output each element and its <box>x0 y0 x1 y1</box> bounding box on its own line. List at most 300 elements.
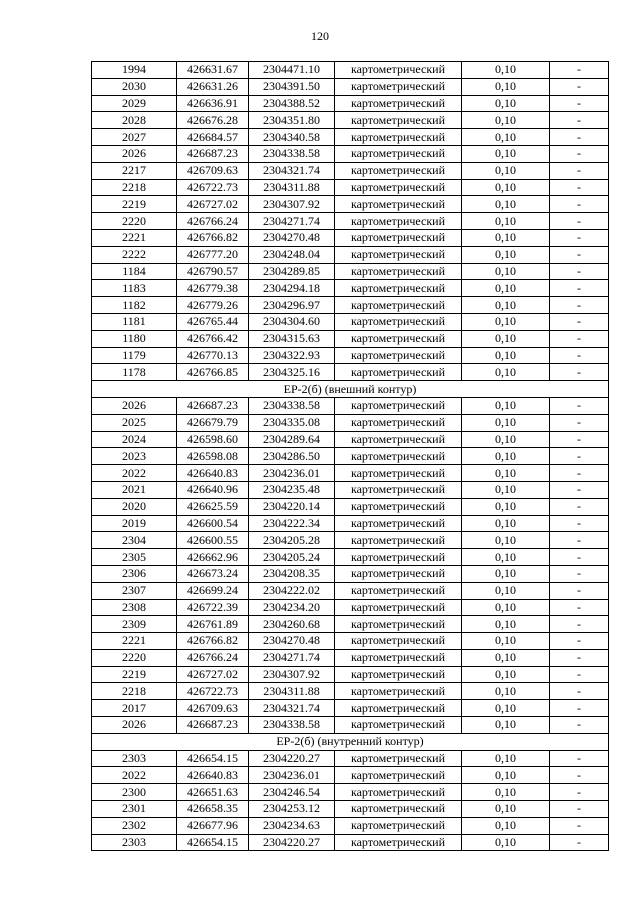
method-cell: картометрический <box>335 364 462 381</box>
accuracy-cell: 0,10 <box>462 834 550 851</box>
accuracy-cell: 0,10 <box>462 633 550 650</box>
y-coordinate-cell: 2304315.63 <box>249 330 335 347</box>
accuracy-cell: 0,10 <box>462 481 550 498</box>
method-cell: картометрический <box>335 633 462 650</box>
table-row <box>92 700 609 717</box>
table-row <box>92 62 609 79</box>
x-coordinate-cell: 426766.24 <box>177 213 249 230</box>
method-cell: картометрический <box>335 549 462 566</box>
point-number-cell: 1181 <box>92 313 177 330</box>
table-row <box>92 263 609 280</box>
y-coordinate-cell: 2304234.63 <box>249 817 335 834</box>
y-coordinate-cell: 2304294.18 <box>249 280 335 297</box>
x-coordinate-cell: 426598.60 <box>177 431 249 448</box>
y-coordinate-cell: 2304325.16 <box>249 364 335 381</box>
y-coordinate-cell: 2304222.34 <box>249 515 335 532</box>
x-coordinate-cell: 426766.82 <box>177 229 249 246</box>
x-coordinate-cell: 426658.35 <box>177 801 249 818</box>
table-row <box>92 683 609 700</box>
y-coordinate-cell: 2304271.74 <box>249 649 335 666</box>
accuracy-cell: 0,10 <box>462 414 550 431</box>
table-row <box>92 213 609 230</box>
table-row <box>92 633 609 650</box>
y-coordinate-cell: 2304289.85 <box>249 263 335 280</box>
x-coordinate-cell: 426766.24 <box>177 649 249 666</box>
y-coordinate-cell: 2304260.68 <box>249 616 335 633</box>
note-cell: - <box>550 616 609 633</box>
method-cell: картометрический <box>335 397 462 414</box>
x-coordinate-cell: 426722.73 <box>177 683 249 700</box>
table-row <box>92 599 609 616</box>
note-cell: - <box>550 431 609 448</box>
y-coordinate-cell: 2304236.01 <box>249 767 335 784</box>
method-cell: картометрический <box>335 767 462 784</box>
note-cell: - <box>550 162 609 179</box>
table-row <box>92 649 609 666</box>
method-cell: картометрический <box>335 465 462 482</box>
x-coordinate-cell: 426766.85 <box>177 364 249 381</box>
point-number-cell: 2022 <box>92 767 177 784</box>
y-coordinate-cell: 2304286.50 <box>249 448 335 465</box>
method-cell: картометрический <box>335 649 462 666</box>
y-coordinate-cell: 2304307.92 <box>249 666 335 683</box>
note-cell: - <box>550 834 609 851</box>
x-coordinate-cell: 426770.13 <box>177 347 249 364</box>
y-coordinate-cell: 2304220.27 <box>249 750 335 767</box>
note-cell: - <box>550 179 609 196</box>
y-coordinate-cell: 2304289.64 <box>249 431 335 448</box>
x-coordinate-cell: 426766.42 <box>177 330 249 347</box>
point-number-cell: 2305 <box>92 549 177 566</box>
note-cell: - <box>550 145 609 162</box>
y-coordinate-cell: 2304321.74 <box>249 700 335 717</box>
point-number-cell: 2308 <box>92 599 177 616</box>
note-cell: - <box>550 196 609 213</box>
method-cell: картометрический <box>335 246 462 263</box>
y-coordinate-cell: 2304471.10 <box>249 62 335 79</box>
x-coordinate-cell: 426761.89 <box>177 616 249 633</box>
x-coordinate-cell: 426790.57 <box>177 263 249 280</box>
section-title: ЕР-2(б) (внутренний контур) <box>92 733 609 750</box>
y-coordinate-cell: 2304351.80 <box>249 112 335 129</box>
accuracy-cell: 0,10 <box>462 78 550 95</box>
method-cell: картометрический <box>335 801 462 818</box>
accuracy-cell: 0,10 <box>462 717 550 734</box>
accuracy-cell: 0,10 <box>462 700 550 717</box>
point-number-cell: 2218 <box>92 683 177 700</box>
note-cell: - <box>550 633 609 650</box>
note-cell: - <box>550 364 609 381</box>
method-cell: картометрический <box>335 179 462 196</box>
accuracy-cell: 0,10 <box>462 145 550 162</box>
point-number-cell: 2303 <box>92 750 177 767</box>
point-number-cell: 2021 <box>92 481 177 498</box>
note-cell: - <box>550 246 609 263</box>
note-cell: - <box>550 330 609 347</box>
point-number-cell: 2022 <box>92 465 177 482</box>
y-coordinate-cell: 2304253.12 <box>249 801 335 818</box>
note-cell: - <box>550 817 609 834</box>
x-coordinate-cell: 426766.82 <box>177 633 249 650</box>
point-number-cell: 2300 <box>92 784 177 801</box>
x-coordinate-cell: 426687.23 <box>177 145 249 162</box>
note-cell: - <box>550 515 609 532</box>
point-number-cell: 2303 <box>92 834 177 851</box>
table-row <box>92 666 609 683</box>
table-row <box>92 515 609 532</box>
accuracy-cell: 0,10 <box>462 229 550 246</box>
x-coordinate-cell: 426709.63 <box>177 700 249 717</box>
accuracy-cell: 0,10 <box>462 498 550 515</box>
note-cell: - <box>550 129 609 146</box>
accuracy-cell: 0,10 <box>462 767 550 784</box>
accuracy-cell: 0,10 <box>462 330 550 347</box>
method-cell: картометрический <box>335 683 462 700</box>
y-coordinate-cell: 2304338.58 <box>249 397 335 414</box>
section-title: ЕР-2(б) (внешний контур) <box>92 381 609 398</box>
x-coordinate-cell: 426654.15 <box>177 834 249 851</box>
table-row <box>92 801 609 818</box>
x-coordinate-cell: 426676.28 <box>177 112 249 129</box>
method-cell: картометрический <box>335 280 462 297</box>
table-row <box>92 834 609 851</box>
point-number-cell: 2027 <box>92 129 177 146</box>
point-number-cell: 2029 <box>92 95 177 112</box>
y-coordinate-cell: 2304205.24 <box>249 549 335 566</box>
accuracy-cell: 0,10 <box>462 649 550 666</box>
method-cell: картометрический <box>335 582 462 599</box>
accuracy-cell: 0,10 <box>462 683 550 700</box>
table-row <box>92 364 609 381</box>
table-row <box>92 616 609 633</box>
method-cell: картометрический <box>335 532 462 549</box>
x-coordinate-cell: 426640.83 <box>177 465 249 482</box>
note-cell: - <box>550 549 609 566</box>
note-cell: - <box>550 313 609 330</box>
method-cell: картометрический <box>335 347 462 364</box>
accuracy-cell: 0,10 <box>462 196 550 213</box>
method-cell: картометрический <box>335 112 462 129</box>
point-number-cell: 1182 <box>92 297 177 314</box>
accuracy-cell: 0,10 <box>462 465 550 482</box>
note-cell: - <box>550 448 609 465</box>
table-row <box>92 280 609 297</box>
page-number: 120 <box>311 29 329 43</box>
table-row <box>92 565 609 582</box>
note-cell: - <box>550 498 609 515</box>
y-coordinate-cell: 2304208.35 <box>249 565 335 582</box>
accuracy-cell: 0,10 <box>462 515 550 532</box>
table-row <box>92 498 609 515</box>
table-row <box>92 297 609 314</box>
y-coordinate-cell: 2304340.58 <box>249 129 335 146</box>
accuracy-cell: 0,10 <box>462 364 550 381</box>
table-row <box>92 582 609 599</box>
table-row <box>92 112 609 129</box>
accuracy-cell: 0,10 <box>462 347 550 364</box>
note-cell: - <box>550 95 609 112</box>
x-coordinate-cell: 426684.57 <box>177 129 249 146</box>
table-row <box>92 784 609 801</box>
x-coordinate-cell: 426600.55 <box>177 532 249 549</box>
x-coordinate-cell: 426779.26 <box>177 297 249 314</box>
method-cell: картометрический <box>335 817 462 834</box>
accuracy-cell: 0,10 <box>462 817 550 834</box>
table-row <box>92 196 609 213</box>
x-coordinate-cell: 426673.24 <box>177 565 249 582</box>
y-coordinate-cell: 2304322.93 <box>249 347 335 364</box>
x-coordinate-cell: 426727.02 <box>177 196 249 213</box>
note-cell: - <box>550 767 609 784</box>
point-number-cell: 1178 <box>92 364 177 381</box>
point-number-cell: 1994 <box>92 62 177 79</box>
method-cell: картометрический <box>335 330 462 347</box>
x-coordinate-cell: 426722.73 <box>177 179 249 196</box>
accuracy-cell: 0,10 <box>462 213 550 230</box>
method-cell: картометрический <box>335 129 462 146</box>
point-number-cell: 2023 <box>92 448 177 465</box>
accuracy-cell: 0,10 <box>462 95 550 112</box>
x-coordinate-cell: 426651.63 <box>177 784 249 801</box>
point-number-cell: 2217 <box>92 162 177 179</box>
accuracy-cell: 0,10 <box>462 397 550 414</box>
accuracy-cell: 0,10 <box>462 62 550 79</box>
method-cell: картометрический <box>335 616 462 633</box>
method-cell: картометрический <box>335 834 462 851</box>
point-number-cell: 2024 <box>92 431 177 448</box>
method-cell: картометрический <box>335 784 462 801</box>
point-number-cell: 2309 <box>92 616 177 633</box>
x-coordinate-cell: 426625.59 <box>177 498 249 515</box>
table-row <box>92 481 609 498</box>
accuracy-cell: 0,10 <box>462 179 550 196</box>
note-cell: - <box>550 599 609 616</box>
y-coordinate-cell: 2304270.48 <box>249 633 335 650</box>
note-cell: - <box>550 213 609 230</box>
method-cell: картометрический <box>335 229 462 246</box>
note-cell: - <box>550 565 609 582</box>
method-cell: картометрический <box>335 414 462 431</box>
method-cell: картометрический <box>335 750 462 767</box>
table-row <box>92 767 609 784</box>
point-number-cell: 2221 <box>92 229 177 246</box>
accuracy-cell: 0,10 <box>462 431 550 448</box>
accuracy-cell: 0,10 <box>462 599 550 616</box>
y-coordinate-cell: 2304335.08 <box>249 414 335 431</box>
point-number-cell: 1184 <box>92 263 177 280</box>
y-coordinate-cell: 2304321.74 <box>249 162 335 179</box>
note-cell: - <box>550 112 609 129</box>
note-cell: - <box>550 263 609 280</box>
y-coordinate-cell: 2304307.92 <box>249 196 335 213</box>
method-cell: картометрический <box>335 162 462 179</box>
table-row <box>92 347 609 364</box>
method-cell: картометрический <box>335 700 462 717</box>
method-cell: картометрический <box>335 515 462 532</box>
method-cell: картометрический <box>335 196 462 213</box>
y-coordinate-cell: 2304304.60 <box>249 313 335 330</box>
point-number-cell: 2030 <box>92 78 177 95</box>
method-cell: картометрический <box>335 95 462 112</box>
note-cell: - <box>550 532 609 549</box>
method-cell: картометрический <box>335 78 462 95</box>
section-header-row <box>92 733 609 750</box>
y-coordinate-cell: 2304246.54 <box>249 784 335 801</box>
point-number-cell: 2219 <box>92 666 177 683</box>
method-cell: картометрический <box>335 145 462 162</box>
table-row <box>92 162 609 179</box>
table-row <box>92 397 609 414</box>
note-cell: - <box>550 666 609 683</box>
note-cell: - <box>550 465 609 482</box>
table-row <box>92 465 609 482</box>
note-cell: - <box>550 297 609 314</box>
x-coordinate-cell: 426722.39 <box>177 599 249 616</box>
method-cell: картометрический <box>335 498 462 515</box>
point-number-cell: 2306 <box>92 565 177 582</box>
table-row <box>92 414 609 431</box>
note-cell: - <box>550 784 609 801</box>
x-coordinate-cell: 426687.23 <box>177 717 249 734</box>
table-row <box>92 717 609 734</box>
x-coordinate-cell: 426662.96 <box>177 549 249 566</box>
table-row <box>92 229 609 246</box>
method-cell: картометрический <box>335 565 462 582</box>
accuracy-cell: 0,10 <box>462 129 550 146</box>
table-row <box>92 129 609 146</box>
accuracy-cell: 0,10 <box>462 666 550 683</box>
table-row <box>92 549 609 566</box>
accuracy-cell: 0,10 <box>462 582 550 599</box>
y-coordinate-cell: 2304388.52 <box>249 95 335 112</box>
accuracy-cell: 0,10 <box>462 263 550 280</box>
point-number-cell: 2222 <box>92 246 177 263</box>
point-number-cell: 2028 <box>92 112 177 129</box>
y-coordinate-cell: 2304234.20 <box>249 599 335 616</box>
method-cell: картометрический <box>335 481 462 498</box>
table-row <box>92 313 609 330</box>
method-cell: картометрический <box>335 717 462 734</box>
y-coordinate-cell: 2304236.01 <box>249 465 335 482</box>
x-coordinate-cell: 426765.44 <box>177 313 249 330</box>
point-number-cell: 2220 <box>92 213 177 230</box>
x-coordinate-cell: 426600.54 <box>177 515 249 532</box>
note-cell: - <box>550 78 609 95</box>
y-coordinate-cell: 2304222.02 <box>249 582 335 599</box>
method-cell: картометрический <box>335 431 462 448</box>
accuracy-cell: 0,10 <box>462 801 550 818</box>
point-number-cell: 2017 <box>92 700 177 717</box>
point-number-cell: 1180 <box>92 330 177 347</box>
y-coordinate-cell: 2304338.58 <box>249 717 335 734</box>
table-row <box>92 532 609 549</box>
point-number-cell: 2025 <box>92 414 177 431</box>
method-cell: картометрический <box>335 313 462 330</box>
accuracy-cell: 0,10 <box>462 448 550 465</box>
note-cell: - <box>550 649 609 666</box>
accuracy-cell: 0,10 <box>462 750 550 767</box>
accuracy-cell: 0,10 <box>462 112 550 129</box>
x-coordinate-cell: 426727.02 <box>177 666 249 683</box>
table-row <box>92 817 609 834</box>
accuracy-cell: 0,10 <box>462 162 550 179</box>
point-number-cell: 2026 <box>92 397 177 414</box>
x-coordinate-cell: 426699.24 <box>177 582 249 599</box>
note-cell: - <box>550 347 609 364</box>
method-cell: картометрический <box>335 263 462 280</box>
note-cell: - <box>550 582 609 599</box>
table-row <box>92 78 609 95</box>
point-number-cell: 1183 <box>92 280 177 297</box>
y-coordinate-cell: 2304338.58 <box>249 145 335 162</box>
point-number-cell: 2020 <box>92 498 177 515</box>
accuracy-cell: 0,10 <box>462 549 550 566</box>
table-row <box>92 750 609 767</box>
x-coordinate-cell: 426779.38 <box>177 280 249 297</box>
note-cell: - <box>550 481 609 498</box>
accuracy-cell: 0,10 <box>462 616 550 633</box>
y-coordinate-cell: 2304296.97 <box>249 297 335 314</box>
method-cell: картометрический <box>335 62 462 79</box>
y-coordinate-cell: 2304311.88 <box>249 179 335 196</box>
point-number-cell: 2218 <box>92 179 177 196</box>
y-coordinate-cell: 2304271.74 <box>249 213 335 230</box>
x-coordinate-cell: 426679.79 <box>177 414 249 431</box>
note-cell: - <box>550 801 609 818</box>
table-row <box>92 179 609 196</box>
accuracy-cell: 0,10 <box>462 532 550 549</box>
accuracy-cell: 0,10 <box>462 313 550 330</box>
note-cell: - <box>550 229 609 246</box>
note-cell: - <box>550 414 609 431</box>
x-coordinate-cell: 426687.23 <box>177 397 249 414</box>
table-row <box>92 431 609 448</box>
point-number-cell: 1179 <box>92 347 177 364</box>
note-cell: - <box>550 700 609 717</box>
section-header-row <box>92 381 609 398</box>
table-row <box>92 246 609 263</box>
accuracy-cell: 0,10 <box>462 297 550 314</box>
note-cell: - <box>550 280 609 297</box>
x-coordinate-cell: 426636.91 <box>177 95 249 112</box>
note-cell: - <box>550 683 609 700</box>
y-coordinate-cell: 2304391.50 <box>249 78 335 95</box>
y-coordinate-cell: 2304205.28 <box>249 532 335 549</box>
method-cell: картометрический <box>335 448 462 465</box>
point-number-cell: 2304 <box>92 532 177 549</box>
note-cell: - <box>550 397 609 414</box>
x-coordinate-cell: 426598.08 <box>177 448 249 465</box>
x-coordinate-cell: 426631.67 <box>177 62 249 79</box>
table-row <box>92 448 609 465</box>
point-number-cell: 2302 <box>92 817 177 834</box>
point-number-cell: 2307 <box>92 582 177 599</box>
x-coordinate-cell: 426709.63 <box>177 162 249 179</box>
x-coordinate-cell: 426631.26 <box>177 78 249 95</box>
table-row <box>92 145 609 162</box>
point-number-cell: 2219 <box>92 196 177 213</box>
point-number-cell: 2026 <box>92 145 177 162</box>
point-number-cell: 2301 <box>92 801 177 818</box>
y-coordinate-cell: 2304270.48 <box>249 229 335 246</box>
accuracy-cell: 0,10 <box>462 565 550 582</box>
point-number-cell: 2220 <box>92 649 177 666</box>
accuracy-cell: 0,10 <box>462 246 550 263</box>
point-number-cell: 2026 <box>92 717 177 734</box>
y-coordinate-cell: 2304235.48 <box>249 481 335 498</box>
x-coordinate-cell: 426640.83 <box>177 767 249 784</box>
note-cell: - <box>550 717 609 734</box>
